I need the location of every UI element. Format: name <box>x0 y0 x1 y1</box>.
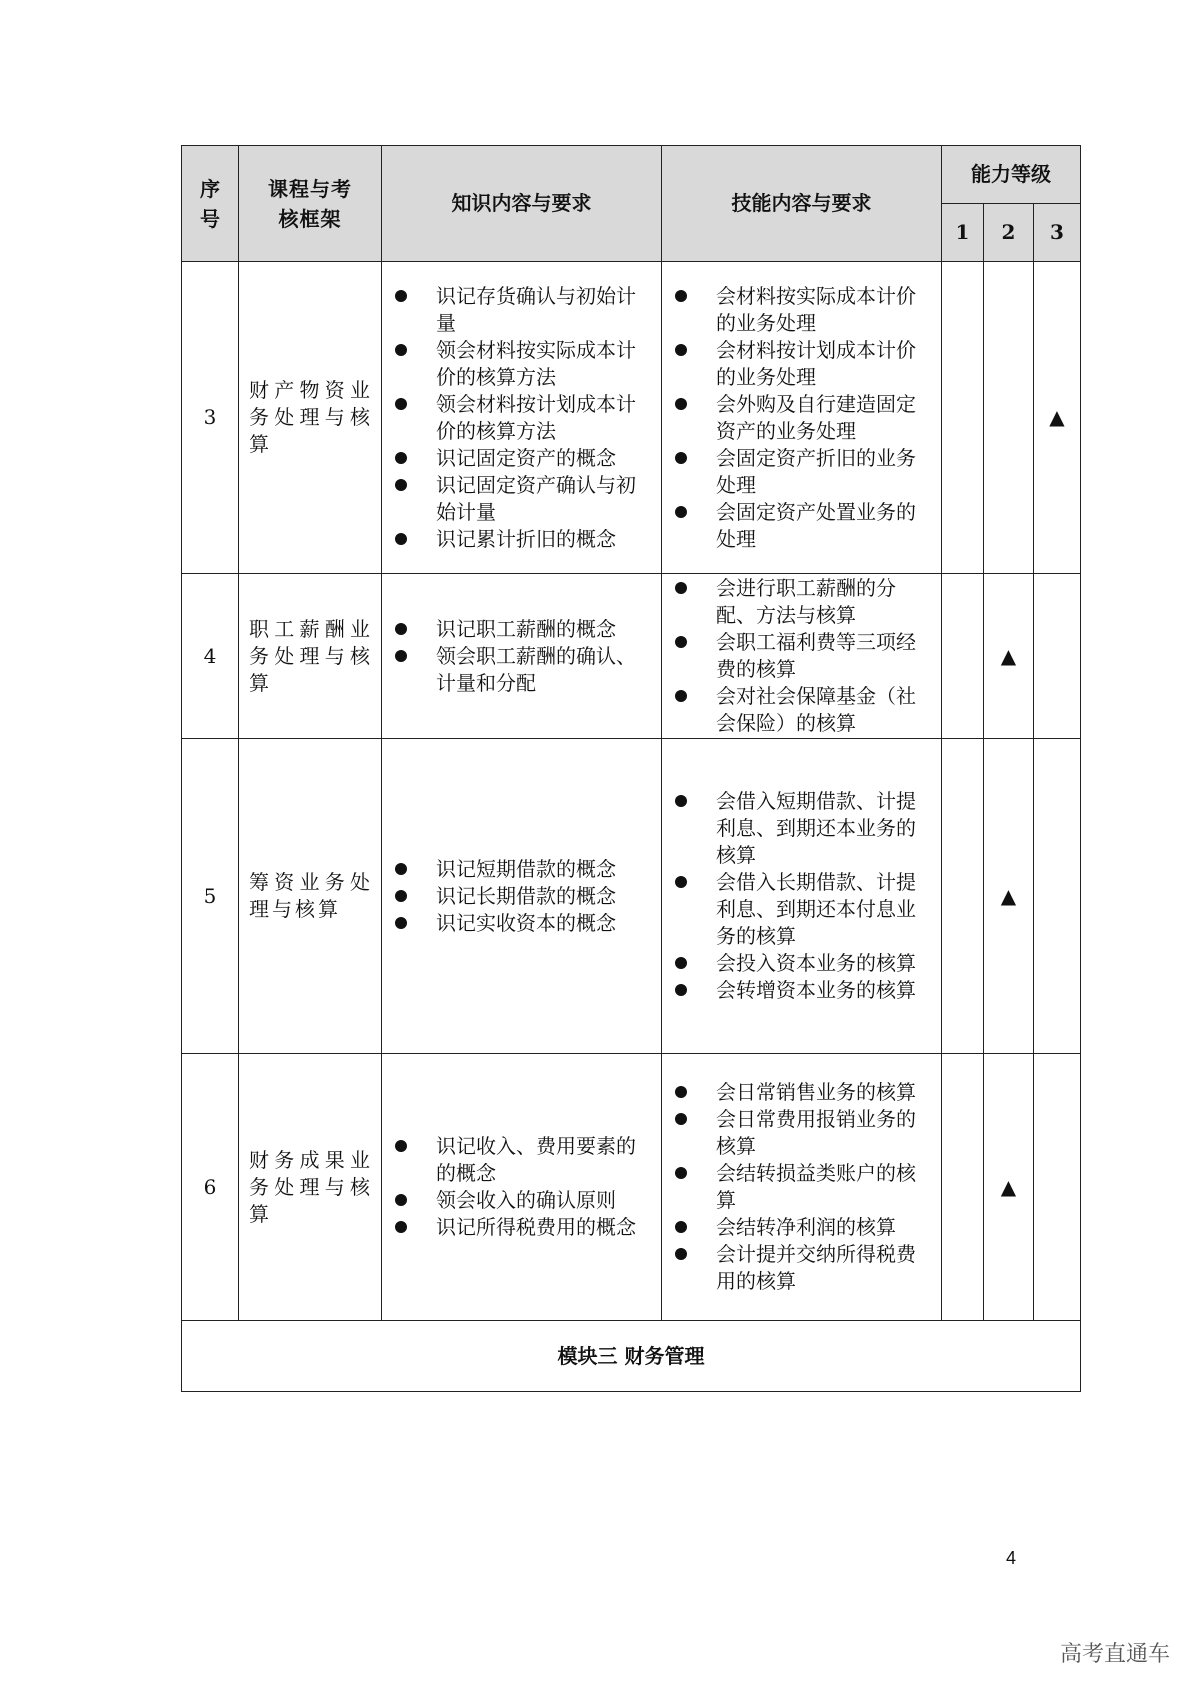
level-cell <box>984 262 1034 574</box>
knowledge-item: 识记长期借款的概念 <box>392 883 653 910</box>
level-mark: ▲ <box>984 1054 1034 1321</box>
table-row <box>182 1054 1081 1321</box>
level-cell <box>942 1054 984 1321</box>
skill-item: 会日常费用报销业务的核算 <box>672 1106 933 1160</box>
skill-item: 会转增资本业务的核算 <box>672 977 933 1004</box>
row-knowledge <box>382 1054 662 1321</box>
level-cell <box>1034 574 1081 739</box>
row-skill <box>662 739 942 1054</box>
level-mark: ▲ <box>984 739 1034 1054</box>
knowledge-item: 识记存货确认与初始计量 <box>392 283 653 337</box>
level-cell <box>942 739 984 1054</box>
row-seq: 6 <box>182 1054 239 1321</box>
skill-item: 会结转损益类账户的核算 <box>672 1160 933 1214</box>
skill-item: 会对社会保障基金（社会保险）的核算 <box>672 683 933 737</box>
skill-item: 会借入长期借款、计提利息、到期还本付息业务的核算 <box>672 869 933 950</box>
level-cell <box>1034 1054 1081 1321</box>
knowledge-item: 识记累计折旧的概念 <box>392 526 653 553</box>
knowledge-item: 识记职工薪酬的概念 <box>392 616 653 643</box>
level-cell <box>942 574 984 739</box>
knowledge-item: 领会材料按实际成本计价的核算方法 <box>392 337 653 391</box>
knowledge-item: 识记实收资本的概念 <box>392 910 653 937</box>
header-skill: 技能内容与要求 <box>662 146 942 262</box>
row-skill <box>662 262 942 574</box>
knowledge-item: 领会职工薪酬的确认、计量和分配 <box>392 643 653 697</box>
row-knowledge <box>382 574 662 739</box>
header-level-1: 1 <box>942 204 984 262</box>
row-seq: 4 <box>182 574 239 739</box>
skill-item: 会借入短期借款、计提利息、到期还本业务的核算 <box>672 788 933 869</box>
skill-item: 会固定资产折旧的业务处理 <box>672 445 933 499</box>
row-knowledge <box>382 262 662 574</box>
skill-item: 会日常销售业务的核算 <box>672 1079 933 1106</box>
row-course: 筹资业务处理与核算 <box>239 739 382 1054</box>
level-mark: ▲ <box>1034 262 1081 574</box>
table-row <box>182 262 1081 574</box>
header-level: 能力等级 <box>942 146 1081 204</box>
skill-item: 会材料按实际成本计价的业务处理 <box>672 283 933 337</box>
row-seq: 3 <box>182 262 239 574</box>
curriculum-table <box>181 145 1081 1392</box>
row-course: 财产物资业务处理与核算 <box>239 262 382 574</box>
module-title: 模块三 财务管理 <box>182 1321 1081 1392</box>
header-level-3: 3 <box>1034 204 1081 262</box>
watermark-text: 高考直通车 <box>1060 1642 1171 1667</box>
row-seq: 5 <box>182 739 239 1054</box>
header-knowledge: 知识内容与要求 <box>382 146 662 262</box>
table-row <box>182 739 1081 1054</box>
level-mark: ▲ <box>984 574 1034 739</box>
header-course: 课程与考核框架 <box>239 146 382 262</box>
knowledge-item: 识记短期借款的概念 <box>392 856 653 883</box>
knowledge-item: 识记固定资产确认与初始计量 <box>392 472 653 526</box>
knowledge-item: 识记收入、费用要素的的概念 <box>392 1133 653 1187</box>
header-level-2: 2 <box>984 204 1034 262</box>
table-row <box>182 574 1081 739</box>
knowledge-item: 领会材料按计划成本计价的核算方法 <box>392 391 653 445</box>
skill-item: 会材料按计划成本计价的业务处理 <box>672 337 933 391</box>
level-cell <box>1034 739 1081 1054</box>
skill-item: 会计提并交纳所得税费用的核算 <box>672 1241 933 1295</box>
knowledge-item: 识记固定资产的概念 <box>392 445 653 472</box>
header-seq: 序号 <box>182 146 239 262</box>
row-course: 职工薪酬业务处理与核算 <box>239 574 382 739</box>
skill-item: 会外购及自行建造固定资产的业务处理 <box>672 391 933 445</box>
skill-item: 会职工福利费等三项经费的核算 <box>672 629 933 683</box>
row-course: 财务成果业务处理与核算 <box>239 1054 382 1321</box>
row-skill <box>662 1054 942 1321</box>
row-skill <box>662 574 942 739</box>
skill-item: 会进行职工薪酬的分配、方法与核算 <box>672 575 933 629</box>
page-number: 4 <box>1006 1548 1017 1568</box>
row-knowledge <box>382 739 662 1054</box>
skill-item: 会结转净利润的核算 <box>672 1214 933 1241</box>
skill-item: 会固定资产处置业务的处理 <box>672 499 933 553</box>
skill-item: 会投入资本业务的核算 <box>672 950 933 977</box>
knowledge-item: 领会收入的确认原则 <box>392 1187 653 1214</box>
level-cell <box>942 262 984 574</box>
knowledge-item: 识记所得税费用的概念 <box>392 1214 653 1241</box>
